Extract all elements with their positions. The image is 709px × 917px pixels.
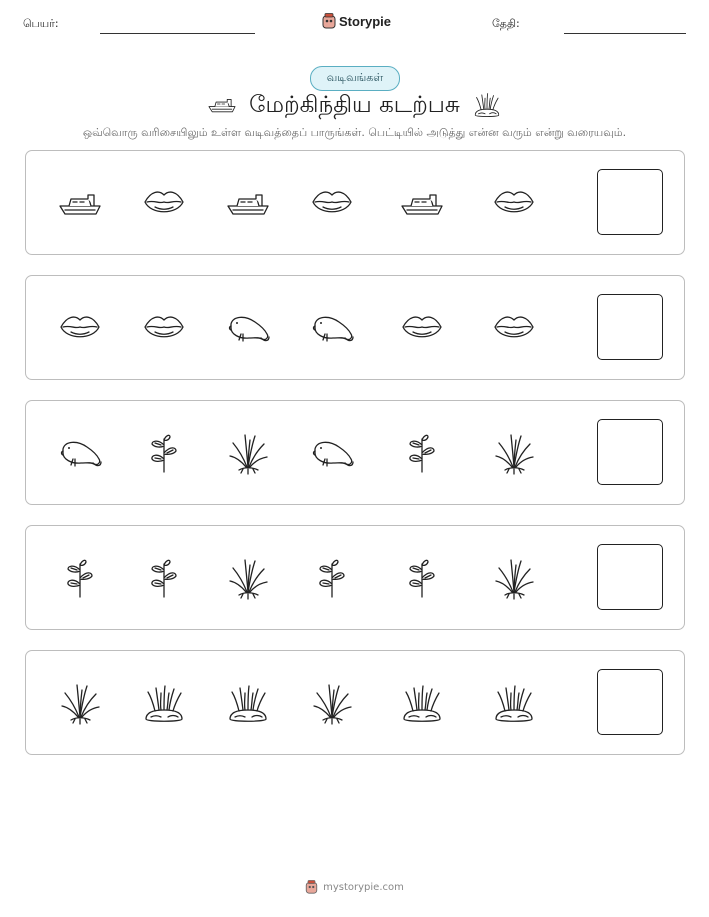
- boat-icon: [57, 179, 103, 225]
- manatee-icon: [57, 429, 103, 475]
- answer-box[interactable]: [597, 419, 663, 485]
- answer-box[interactable]: [597, 169, 663, 235]
- sprout-icon: [57, 554, 103, 600]
- pattern-item: [225, 429, 271, 475]
- pattern-item: [491, 554, 537, 600]
- seagrass-mound-icon: [225, 679, 271, 725]
- lips-icon: [399, 304, 445, 350]
- answer-box[interactable]: [597, 669, 663, 735]
- pattern-row-5: [25, 650, 685, 755]
- manatee-icon: [309, 429, 355, 475]
- pattern-item: [57, 304, 103, 350]
- grass-icon: [309, 679, 355, 725]
- grass-icon: [491, 429, 537, 475]
- pattern-item: [399, 179, 445, 225]
- name-label: பெயர்:: [23, 17, 59, 30]
- pattern-item: [309, 304, 355, 350]
- sprout-icon: [141, 554, 187, 600]
- pattern-item: [309, 679, 355, 725]
- lips-icon: [309, 179, 355, 225]
- pattern-item: [141, 429, 187, 475]
- lips-icon: [141, 304, 187, 350]
- pattern-row-1: [25, 150, 685, 255]
- pattern-item: [309, 554, 355, 600]
- pattern-item: [57, 679, 103, 725]
- sprout-icon: [399, 429, 445, 475]
- storypie-mascot-icon: [322, 13, 336, 29]
- seagrass-mound-icon: [491, 679, 537, 725]
- name-line[interactable]: [100, 33, 255, 34]
- seagrass-mound-icon: [141, 679, 187, 725]
- grass-icon: [225, 554, 271, 600]
- pattern-item: [57, 429, 103, 475]
- grass-icon: [57, 679, 103, 725]
- footer: [0, 880, 709, 894]
- pattern-item: [399, 429, 445, 475]
- pattern-item: [141, 679, 187, 725]
- boat-icon: [225, 179, 271, 225]
- page-title: மேற்கிந்திய கடற்பசு: [249, 91, 460, 118]
- sprout-icon: [309, 554, 355, 600]
- manatee-icon: [225, 304, 271, 350]
- seagrass-mound-icon: [399, 679, 445, 725]
- pattern-item: [57, 179, 103, 225]
- pattern-item: [57, 554, 103, 600]
- topic-badge: வடிவங்கள்: [310, 66, 400, 91]
- footer-url[interactable]: mystorypie.com: [323, 881, 404, 893]
- instructions: ஒவ்வொரு வரிசையிலும் உள்ள வடிவத்தைப் பாருங்கள். பெட்டியில் அடுத்து என்ன வரும் என்று வரையவும்.: [82, 126, 627, 139]
- storypie-mascot-icon: [305, 880, 318, 894]
- seagrass-mound-icon: [472, 89, 502, 119]
- pattern-row-3: [25, 400, 685, 505]
- pattern-row-4: [25, 525, 685, 630]
- grass-icon: [491, 554, 537, 600]
- pattern-item: [225, 554, 271, 600]
- brand-logo: [322, 13, 391, 29]
- lips-icon: [491, 179, 537, 225]
- lips-icon: [141, 179, 187, 225]
- lips-icon: [57, 304, 103, 350]
- pattern-item: [141, 179, 187, 225]
- pattern-item: [309, 179, 355, 225]
- pattern-item: [399, 679, 445, 725]
- date-label: தேதி:: [492, 17, 520, 30]
- pattern-item: [225, 679, 271, 725]
- pattern-item: [491, 679, 537, 725]
- title-left-icon: [207, 89, 237, 123]
- pattern-item: [491, 429, 537, 475]
- brand-name: Storypie: [339, 13, 392, 29]
- answer-box[interactable]: [597, 294, 663, 360]
- pattern-item: [399, 554, 445, 600]
- lips-icon: [491, 304, 537, 350]
- boat-icon: [399, 179, 445, 225]
- pattern-item: [225, 304, 271, 350]
- manatee-icon: [309, 304, 355, 350]
- pattern-item: [491, 179, 537, 225]
- pattern-item: [141, 554, 187, 600]
- pattern-item: [399, 304, 445, 350]
- pattern-item: [141, 304, 187, 350]
- pattern-row-2: [25, 275, 685, 380]
- pattern-item: [491, 304, 537, 350]
- boat-icon: [207, 89, 237, 119]
- title-row: [0, 89, 709, 123]
- grass-icon: [225, 429, 271, 475]
- pattern-item: [225, 179, 271, 225]
- sprout-icon: [399, 554, 445, 600]
- date-line[interactable]: [564, 33, 686, 34]
- pattern-item: [309, 429, 355, 475]
- answer-box[interactable]: [597, 544, 663, 610]
- title-right-icon: [472, 89, 502, 123]
- sprout-icon: [141, 429, 187, 475]
